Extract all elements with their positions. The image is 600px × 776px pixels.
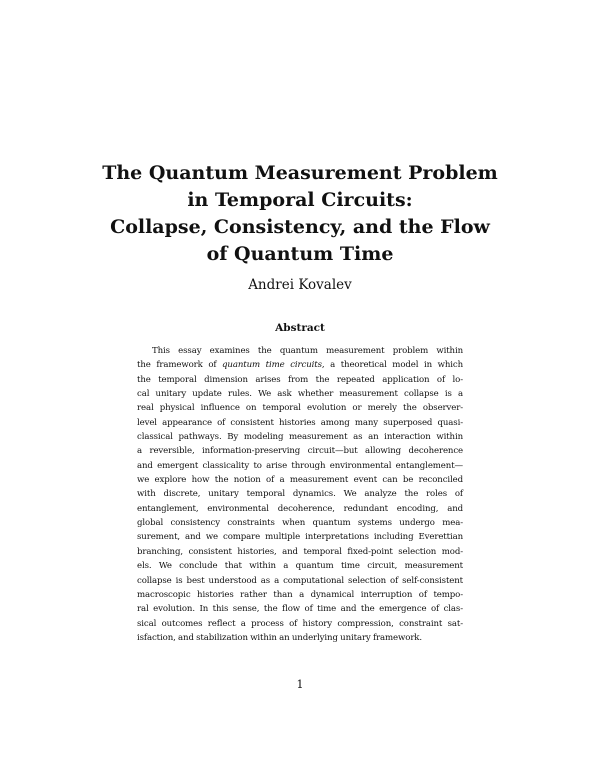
abstract-line: with discrete, unitary temporal dynamics. We analyze the roles of xyxy=(137,489,463,500)
abstract-line: This essay examines the quantum measurement problem within xyxy=(152,346,463,356)
abstract-line: macroscopic histories rather than a dynamical interruption of tempo- xyxy=(137,589,463,600)
abstract-text: the framework of xyxy=(137,360,223,371)
abstract-line: surement, and we compare multiple interpretations including Everettian xyxy=(137,532,463,543)
author-name: Andrei Kovalev xyxy=(248,277,352,293)
abstract-line: the temporal dimension arises from the repeated application of lo- xyxy=(137,374,463,385)
abstract-line: a reversible, information-preserving circuit—but allowing decoherence xyxy=(137,446,463,457)
abstract-line: ral evolution. In this sense, the flow of time and the emergence of clas- xyxy=(137,604,463,615)
abstract-line: entanglement, environmental decoherence, redundant encoding, and xyxy=(137,503,463,514)
abstract-line: sical outcomes reflect a process of history compression, constraint sat- xyxy=(137,618,463,629)
abstract-line: level appearance of consistent histories among many superposed quasi- xyxy=(137,417,463,428)
abstract-line: we explore how the notion of a measurement event can be reconciled xyxy=(137,475,463,486)
abstract-line: and emergent classicality to arise through environmental entanglement— xyxy=(137,460,463,471)
emphasized-term: quantum time circuits xyxy=(222,360,322,371)
abstract-line: collapse is best understood as a computational selection of self-consistent xyxy=(137,575,463,586)
abstract-body xyxy=(137,344,463,645)
abstract-line: classical pathways. By modeling measurement as an interaction within xyxy=(137,432,463,443)
title-line: Collapse, Consistency, and the Flow xyxy=(110,216,490,238)
abstract-heading: Abstract xyxy=(275,322,325,334)
title-line: of Quantum Time xyxy=(206,243,394,265)
title-line: in Temporal Circuits: xyxy=(187,189,413,211)
paper-title xyxy=(0,160,600,268)
abstract-line: isfaction, and stabilization within an underlying unitary framework. xyxy=(137,632,423,643)
abstract-line: cal unitary update rules. We ask whether measurement collapse is a xyxy=(137,389,463,400)
abstract-line xyxy=(137,358,463,372)
abstract-line: branching, consistent histories, and temporal fixed-point selection mod- xyxy=(137,546,463,557)
abstract-line: els. We conclude that within a quantum time circuit, measurement xyxy=(137,561,463,572)
abstract-line: real physical influence on temporal evolution or merely the observer- xyxy=(137,403,463,414)
title-line: The Quantum Measurement Problem xyxy=(102,162,498,184)
abstract-line: global consistency constraints when quantum systems undergo mea- xyxy=(137,518,463,529)
abstract-text: , a theoretical model in which xyxy=(321,360,463,371)
page-number: 1 xyxy=(296,678,304,691)
